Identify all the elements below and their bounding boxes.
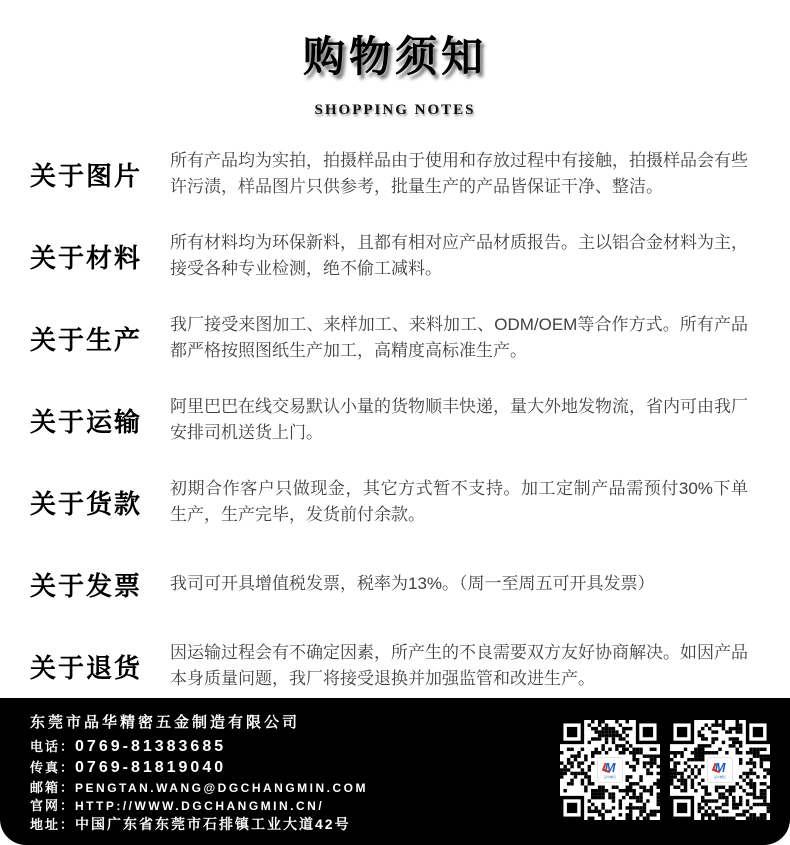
footer-row-email <box>30 781 368 794</box>
website-label: 官网： <box>30 798 76 813</box>
section-about-payment <box>0 461 790 543</box>
section-about-materials <box>0 215 790 297</box>
section-label: 关于图片 <box>30 160 143 191</box>
address-value: 中国广东省东莞市石排镇工业大道42号 <box>75 816 351 832</box>
page-subtitle: SHOPPING NOTES <box>314 102 476 118</box>
page-title: 购物须知 <box>302 35 487 81</box>
section-about-pictures <box>0 133 790 215</box>
company-name: 东莞市品华精密五金制造有限公司 <box>30 714 301 731</box>
section-text: 所有材料均为环保新料，且都有相对应产品材质报告。主以铝合金材料为主，接受各种专业检测，绝不偷工减料。 <box>170 233 748 278</box>
footer <box>0 698 790 845</box>
section-about-production <box>0 297 790 379</box>
section-text: 所有产品均为实拍，拍摄样品由于使用和存放过程中有接触，拍摄样品会有些许污渍，样品图片只供参考，批量生产的产品皆保证干净、整洁。 <box>170 151 748 196</box>
notes-section-list <box>0 133 790 707</box>
section-label: 关于运输 <box>30 406 143 437</box>
qr-center-logo-icon: M 品华精密 <box>597 757 623 783</box>
page-header <box>0 0 790 119</box>
section-about-shipping <box>0 379 790 461</box>
qr-code-group <box>560 715 770 845</box>
fax-label: 传真： <box>30 760 76 775</box>
footer-row-fax <box>30 760 368 776</box>
phone-value: 0769-81383685 <box>75 738 227 755</box>
company-info <box>30 715 368 845</box>
section-text: 阿里巴巴在线交易默认小量的货物顺丰快递，量大外地发物流，省内可由我厂安排司机送货上门。 <box>170 397 748 442</box>
section-about-returns <box>0 625 790 707</box>
address-label: 地址： <box>30 817 76 832</box>
email-value: PENGTAN.WANG@DGCHANGMIN.COM <box>75 781 368 795</box>
section-label: 关于材料 <box>30 242 143 273</box>
section-text: 因运输过程会有不确定因素，所产生的不良需要双方友好协商解决。如因产品本身质量问题，我厂将接受退换并加强监管和改进生产。 <box>170 643 748 688</box>
qr-code-2 <box>670 720 770 820</box>
footer-row-website <box>30 799 368 812</box>
phone-label: 电话： <box>30 739 76 754</box>
footer-row-address <box>30 817 368 831</box>
section-label: 关于货款 <box>30 488 143 519</box>
section-label: 关于发票 <box>30 570 143 601</box>
section-label: 关于退货 <box>30 652 143 683</box>
section-text: 初期合作客户只做现金，其它方式暂不支持。加工定制产品需预付30%下单生产，生产完毕，发货前付余款。 <box>170 479 748 524</box>
qr-center-logo-icon: M 品华精密 <box>707 757 733 783</box>
qr-code-1 <box>560 720 660 820</box>
footer-row-phone <box>30 739 368 755</box>
section-text: 我厂接受来图加工、来样加工、来料加工、ODM/OEM等合作方式。所有产品都严格按照图纸生产加工，高精度高标准生产。 <box>170 315 748 360</box>
section-about-invoice <box>0 543 790 625</box>
website-value: HTTP://WWW.DGCHANGMIN.CN/ <box>75 799 325 813</box>
fax-value: 0769-81819040 <box>75 759 227 776</box>
section-label: 关于生产 <box>30 324 143 355</box>
section-text: 我司可开具增值税发票，税率为13%。（周一至周五可开具发票） <box>170 574 655 593</box>
email-label: 邮箱： <box>30 780 76 795</box>
